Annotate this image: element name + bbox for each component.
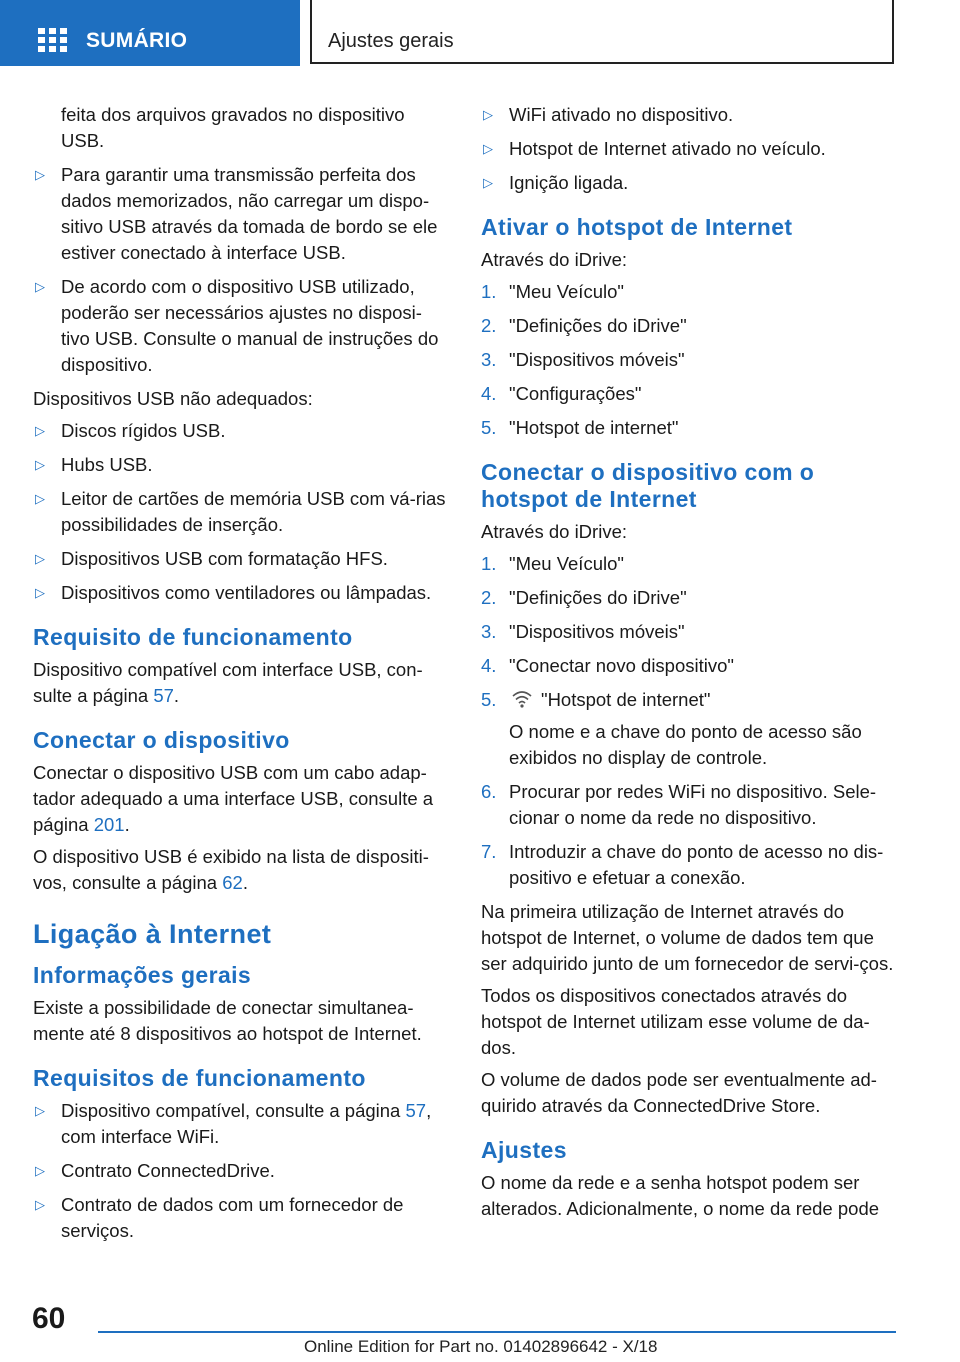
connect-text-body: Conectar o dispositivo USB com um cabo adap‐tador adequado a uma interface USB, consulte a página (33, 762, 434, 835)
list-item (481, 170, 895, 196)
step-item (481, 279, 895, 305)
step-number: 5. (481, 689, 497, 710)
heading-connect-device: Conectar o dispositivo (33, 727, 290, 753)
bullet-triangle-icon: ▷ (35, 1198, 45, 1213)
step-item (481, 551, 895, 577)
step-number: 2. (481, 315, 497, 336)
bullet-triangle-icon: ▷ (35, 552, 45, 567)
step-item (481, 653, 895, 679)
paragraph: Todos os dispositivos conectados através do hotspot de Internet utilizam esse volume de da‐dos. (481, 985, 870, 1058)
bullet-triangle-icon: ▷ (35, 1164, 45, 1179)
list-item (481, 102, 895, 128)
page-link[interactable]: 62 (222, 872, 243, 893)
heading-requirements: Requisitos de funcionamento (33, 1065, 366, 1091)
step-text: "Configurações" (509, 383, 642, 404)
step-number: 3. (481, 349, 497, 370)
step-item (481, 347, 895, 373)
bullet-triangle-icon: ▷ (35, 492, 45, 507)
bullet-triangle-icon: ▷ (35, 586, 45, 601)
list-item (33, 1158, 449, 1184)
step-text: "Hotspot de internet" (509, 417, 679, 438)
step-text: Procurar por redes WiFi no dispositivo. Sele‐cionar o nome da rede no dispositivo. (509, 781, 877, 828)
right-column (481, 102, 895, 1228)
step-text: "Definições do iDrive" (509, 315, 687, 336)
bullet-triangle-icon: ▷ (35, 1104, 45, 1119)
via-idrive: Através do iDrive: (481, 249, 627, 270)
list-item-text: Hubs USB. (61, 454, 153, 475)
page-header (0, 0, 960, 66)
toc-label: SUMÁRIO (86, 29, 188, 52)
step-item (481, 839, 895, 891)
bullet-triangle-icon: ▷ (35, 458, 45, 473)
step-number: 1. (481, 281, 497, 302)
heading-requirement: Requisito de funcionamento (33, 624, 353, 650)
step-text: Introduzir a chave do ponto de acesso no dis‐positivo e efetuar a conexão. (509, 841, 884, 888)
left-column (33, 102, 449, 1252)
toc-button[interactable] (0, 0, 300, 66)
list-item (33, 162, 449, 266)
bullet-triangle-icon: ▷ (483, 108, 493, 123)
list-item-text: WiFi ativado no dispositivo. (509, 104, 734, 125)
page-link[interactable]: 57 (405, 1100, 427, 1121)
section-label: Ajustes gerais (328, 30, 454, 52)
list-item (33, 274, 449, 378)
list-item (33, 1192, 449, 1244)
step-text: "Dispositivos móveis" (509, 349, 685, 370)
list-item-text-end: , com interface WiFi. (61, 1100, 432, 1147)
step-text: "Definições do iDrive" (509, 587, 687, 608)
step-item (481, 381, 895, 407)
bullet-triangle-icon: ▷ (35, 424, 45, 439)
step-text: "Conectar novo dispositivo" (509, 655, 734, 676)
list-item-text: Hotspot de Internet ativado no veículo. (509, 138, 826, 159)
step-item (481, 585, 895, 611)
paragraph: O volume de dados pode ser eventualmente ad‐quirido através da ConnectedDrive Store. (481, 1069, 877, 1116)
unsuitable-intro: Dispositivos USB não adequados: (33, 388, 313, 409)
requirement-text-body: Dispositivo compatível com interface USB, con‐sulte a página (33, 659, 423, 706)
list-item-text: Dispositivo compatível, consulte a página (61, 1100, 406, 1121)
list-item-text: Discos rígidos USB. (61, 420, 226, 441)
bullet-triangle-icon: ▷ (483, 176, 493, 191)
page-link[interactable]: 201 (93, 814, 125, 835)
punctuation: . (173, 685, 180, 706)
list-item-text: De acordo com o dispositivo USB utilizado, poderão ser necessários ajustes no disposi‐tivo USB. Consulte o manual de instruções do dispositivo. (61, 276, 439, 375)
step-number: 7. (481, 841, 497, 862)
page-link[interactable]: 57 (153, 685, 174, 706)
step-number: 3. (481, 621, 497, 642)
paragraph: Na primeira utilização de Internet através do hotspot de Internet, o volume de dados tem que ser adquirido junto de um fornecedor de servi‐ços. (481, 901, 894, 974)
step-subtext: O nome e a chave do ponto de acesso são exibidos no display de controle. (509, 721, 862, 768)
heading-general-info: Informações gerais (33, 962, 252, 988)
bullet-triangle-icon: ▷ (483, 142, 493, 157)
list-item-text: Dispositivos USB com formatação HFS. (61, 548, 388, 569)
bullet-triangle-icon: ▷ (35, 280, 45, 295)
heading-connect-hotspot: Conectar o dispositivo com o hotspot de Internet (481, 459, 815, 512)
page-number: 60 (32, 1302, 66, 1335)
step-number: 6. (481, 781, 497, 802)
step-number: 5. (481, 417, 497, 438)
grid-icon (38, 28, 68, 52)
connect-text (33, 760, 449, 838)
list-item-text: Contrato ConnectedDrive. (61, 1160, 275, 1181)
device-list-text (33, 844, 449, 896)
step-item (481, 313, 895, 339)
footer-edition: Online Edition for Part no. 01402896642 - X/18 (304, 1337, 658, 1356)
step-text: "Dispositivos móveis" (509, 621, 685, 642)
wifi-icon (511, 689, 533, 709)
list-item (33, 1098, 449, 1150)
heading-settings: Ajustes (481, 1137, 567, 1163)
step-item (481, 779, 895, 831)
step-number: 4. (481, 655, 497, 676)
list-item (481, 136, 895, 162)
bullet-triangle-icon: ▷ (35, 168, 45, 183)
continued-text: feita dos arquivos gravados no dispositivo USB. (61, 104, 405, 151)
step-text: "Meu Veículo" (509, 553, 624, 574)
list-item-text: Dispositivos como ventiladores ou lâmpadas. (61, 582, 432, 603)
paragraph: O nome da rede e a senha hotspot podem ser alterados. Adicionalmente, o nome da rede pode (481, 1172, 880, 1219)
device-list-text-body: O dispositivo USB é exibido na lista de dispositi‐vos, consulte a página (33, 846, 429, 893)
list-item (33, 418, 449, 444)
section-tab[interactable] (310, 0, 894, 64)
list-item (33, 452, 449, 478)
via-idrive: Através do iDrive: (481, 521, 627, 542)
list-item-text: Ignição ligada. (509, 172, 629, 193)
requirement-text (33, 657, 449, 709)
step-number: 1. (481, 553, 497, 574)
list-item-text: Contrato de dados com um fornecedor de serviços. (61, 1194, 404, 1241)
step-item (481, 415, 895, 441)
step-number: 2. (481, 587, 497, 608)
punctuation: . (124, 814, 130, 835)
list-item-text: Para garantir uma transmissão perfeita dos dados memorizados, não carregar um dispo‐sitivo USB através da tomada de bordo se ele estiver conectado à interface USB. (61, 164, 438, 263)
footer-divider (98, 1331, 896, 1333)
list-item-text: Leitor de cartões de memória USB com vá‐rias possibilidades de inserção. (61, 488, 446, 535)
list-item (33, 546, 449, 572)
step-number: 4. (481, 383, 497, 404)
list-item (33, 486, 449, 538)
list-item (33, 580, 449, 606)
info-text: Existe a possibilidade de conectar simultanea‐mente até 8 dispositivos ao hotspot de Internet. (33, 997, 422, 1044)
step-text: "Meu Veículo" (509, 281, 624, 302)
heading-internet: Ligação à Internet (33, 919, 272, 949)
heading-activate-hotspot: Ativar o hotspot de Internet (481, 214, 793, 240)
step-item (481, 619, 895, 645)
punctuation: . (242, 872, 248, 893)
step-text: "Hotspot de internet" (541, 689, 711, 710)
step-item (481, 687, 895, 771)
